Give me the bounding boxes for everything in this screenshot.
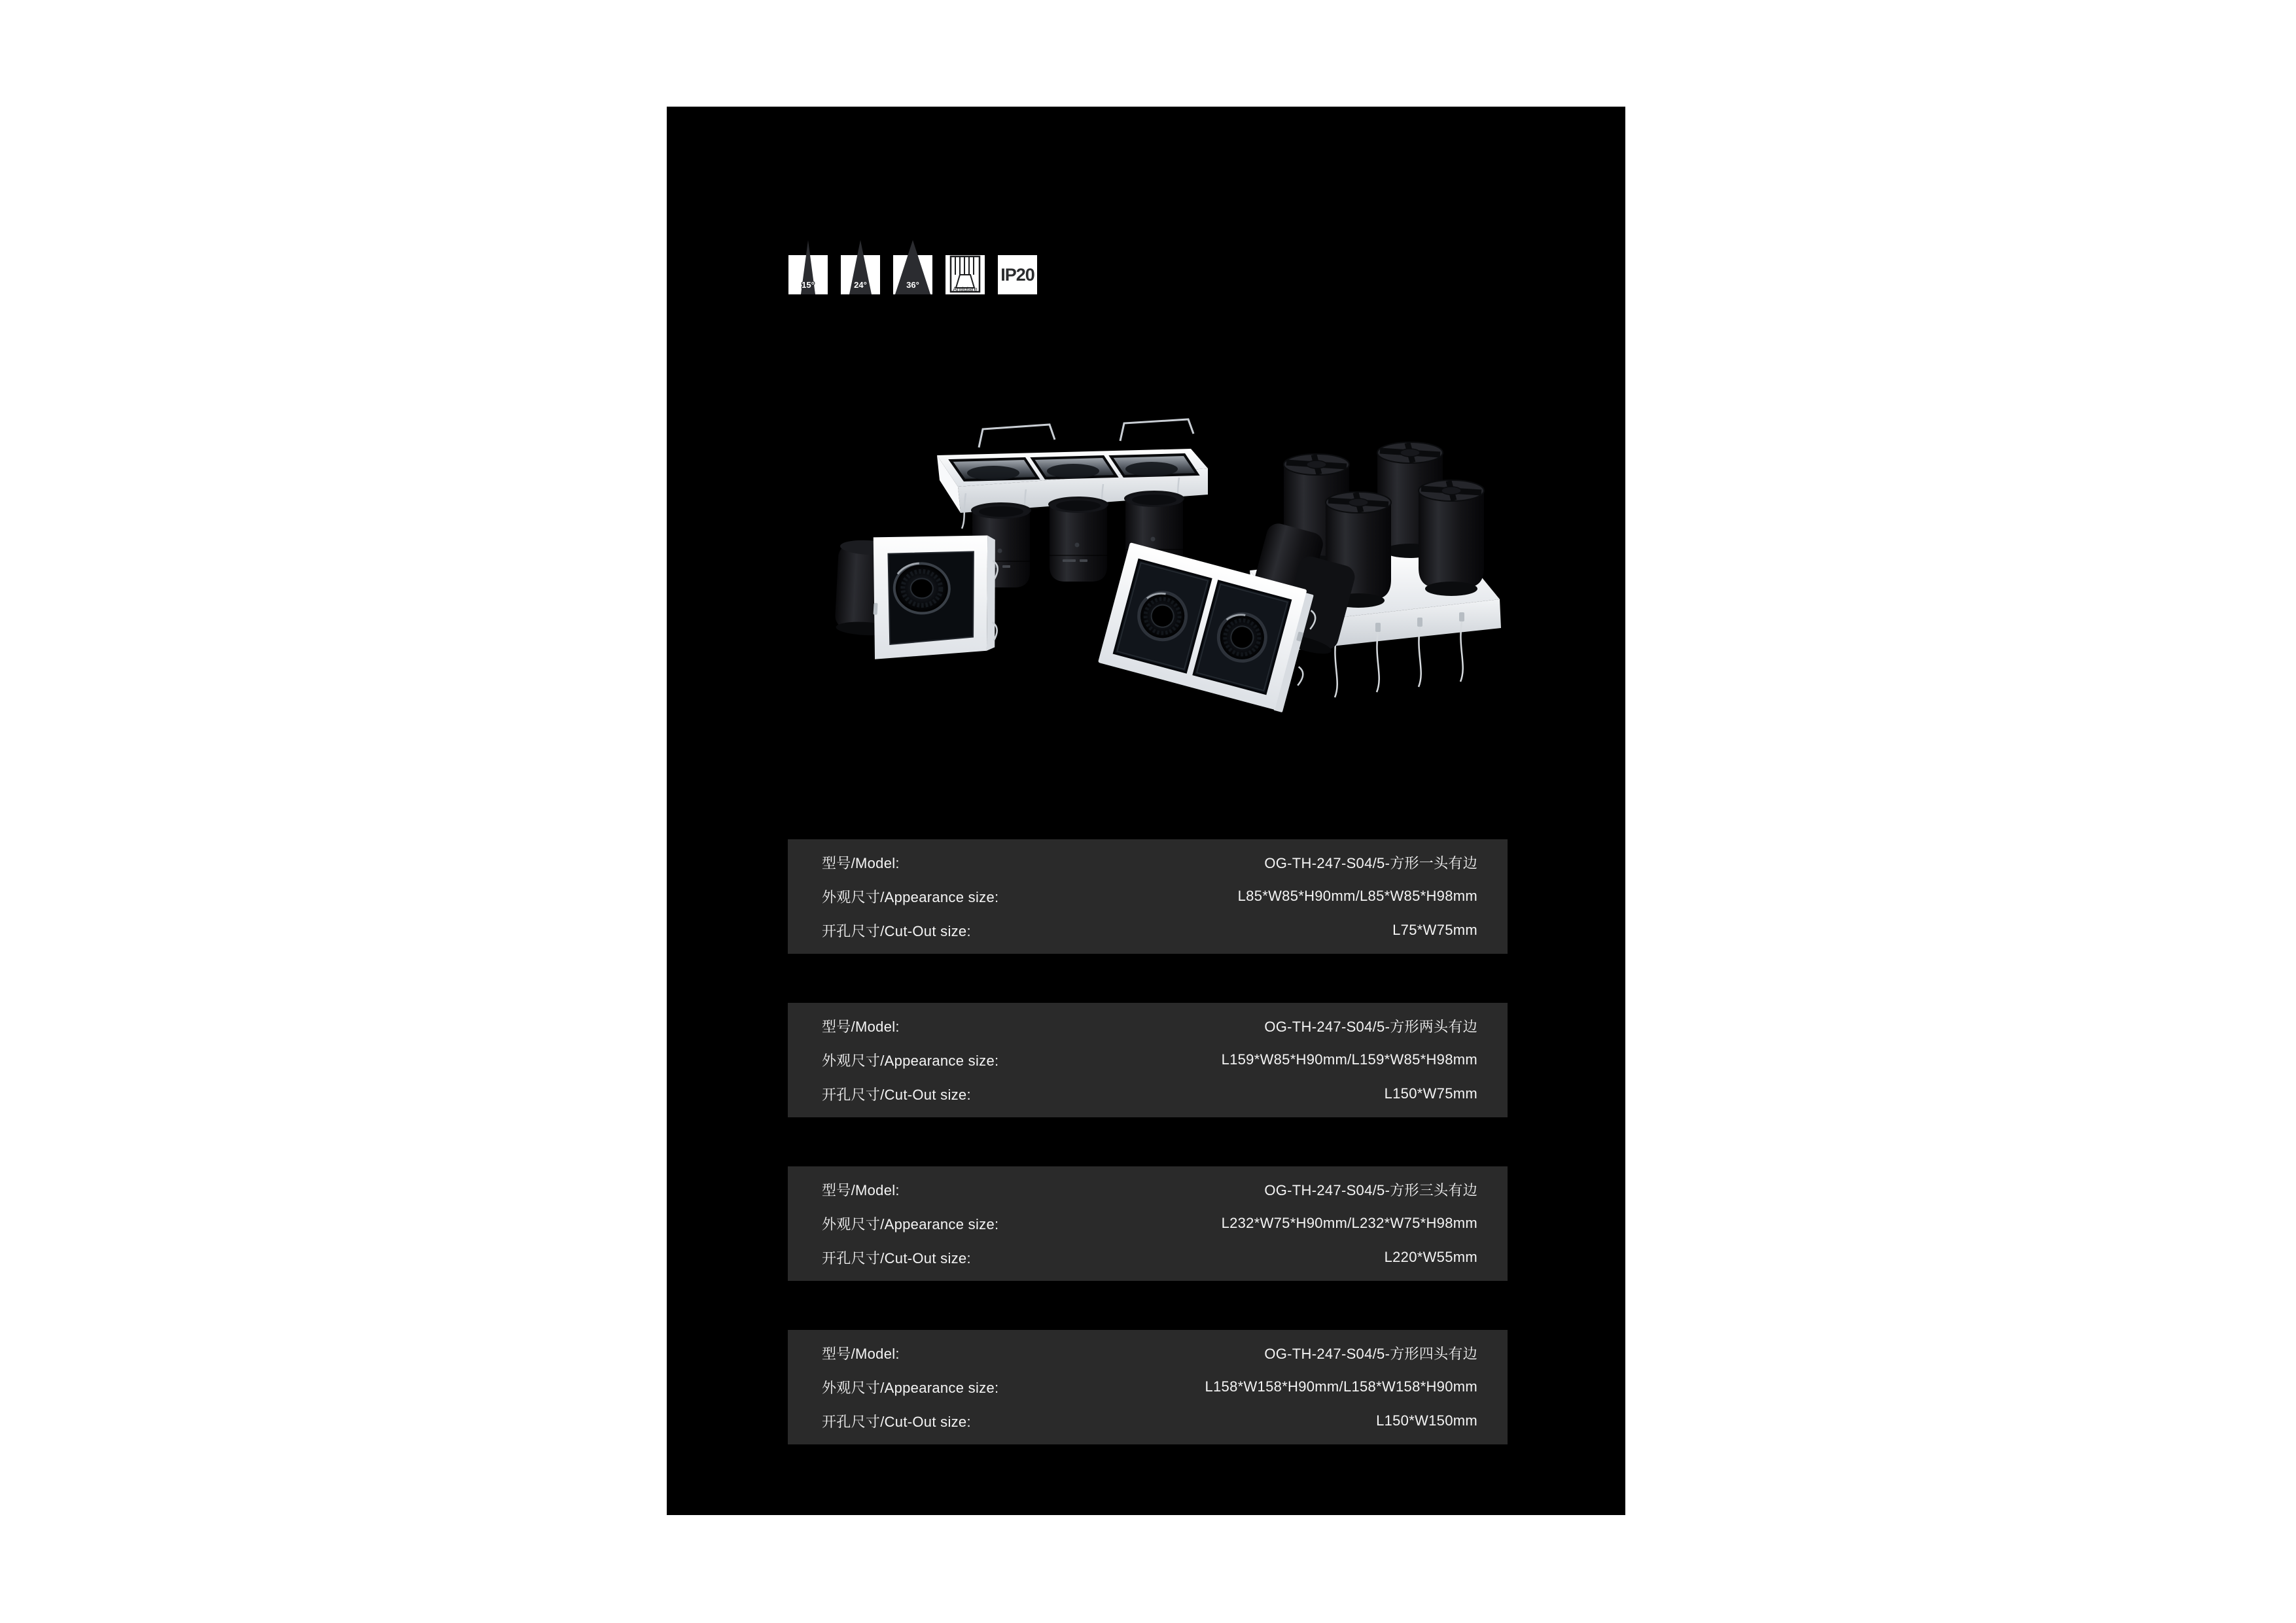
spec-table-three-head bbox=[788, 1166, 1508, 1281]
appearance-row bbox=[788, 1050, 1508, 1070]
model-value: OG-TH-247-S04/5-方形四头有边 bbox=[1264, 1346, 1477, 1363]
appearance-label: 外观尺寸/Appearance size: bbox=[822, 888, 999, 905]
model-label: 型号/Model: bbox=[822, 1019, 900, 1036]
appearance-value: L158*W158*H90mm/L158*W158*H90mm bbox=[1205, 1378, 1477, 1395]
model-row bbox=[788, 1179, 1508, 1200]
cutout-value: L150*W150mm bbox=[1376, 1412, 1477, 1429]
beam-angle-36-label: 36° bbox=[906, 280, 919, 290]
model-row bbox=[788, 1016, 1508, 1036]
cutout-label: 开孔尺寸/Cut-Out size: bbox=[822, 1249, 971, 1266]
model-value: OG-TH-247-S04/5-方形两头有边 bbox=[1264, 1019, 1477, 1036]
model-value: OG-TH-247-S04/5-方形一头有边 bbox=[1264, 855, 1477, 872]
antiglare-icon bbox=[945, 239, 985, 294]
spec-table-single-head bbox=[788, 839, 1508, 954]
cutout-label: 开孔尺寸/Cut-Out size: bbox=[822, 1086, 971, 1103]
cutout-row bbox=[788, 1411, 1508, 1431]
appearance-value: L85*W85*H90mm/L85*W85*H98mm bbox=[1237, 888, 1477, 905]
beam-angle-15-label: 15° bbox=[802, 280, 815, 290]
appearance-label: 外观尺寸/Appearance size: bbox=[822, 1379, 999, 1396]
appearance-label: 外观尺寸/Appearance size: bbox=[822, 1215, 999, 1232]
ip-rating-label: IP20 bbox=[1000, 265, 1034, 285]
spec-icons-row bbox=[788, 239, 1037, 294]
antiglare-label: Antiglare bbox=[953, 286, 978, 293]
spec-table-two-head bbox=[788, 1003, 1508, 1117]
beam-angle-15-icon bbox=[788, 239, 828, 294]
ip20-icon bbox=[998, 239, 1037, 294]
cutout-row bbox=[788, 1248, 1508, 1268]
beam-angle-24-label: 24° bbox=[854, 280, 867, 290]
cutout-label: 开孔尺寸/Cut-Out size: bbox=[822, 1413, 971, 1430]
product-panel bbox=[667, 107, 1625, 1515]
model-row bbox=[788, 1343, 1508, 1363]
single-head-fixture bbox=[833, 528, 1002, 666]
model-label: 型号/Model: bbox=[822, 855, 900, 872]
cutout-value: L75*W75mm bbox=[1392, 922, 1477, 939]
model-value: OG-TH-247-S04/5-方形三头有边 bbox=[1264, 1182, 1477, 1199]
beam-angle-36-icon bbox=[893, 239, 932, 294]
model-row bbox=[788, 852, 1508, 873]
appearance-value: L159*W85*H90mm/L159*W85*H98mm bbox=[1221, 1051, 1477, 1068]
cutout-row bbox=[788, 1084, 1508, 1104]
cutout-label: 开孔尺寸/Cut-Out size: bbox=[822, 922, 971, 939]
beam-angle-24-icon bbox=[841, 239, 880, 294]
appearance-row bbox=[788, 886, 1508, 907]
model-label: 型号/Model: bbox=[822, 1182, 900, 1199]
cutout-row bbox=[788, 920, 1508, 941]
appearance-row bbox=[788, 1213, 1508, 1234]
spec-table-four-head bbox=[788, 1330, 1508, 1444]
model-label: 型号/Model: bbox=[822, 1346, 900, 1363]
appearance-value: L232*W75*H90mm/L232*W75*H98mm bbox=[1221, 1215, 1477, 1232]
appearance-row bbox=[788, 1377, 1508, 1397]
cutout-value: L150*W75mm bbox=[1384, 1085, 1477, 1102]
appearance-label: 外观尺寸/Appearance size: bbox=[822, 1052, 999, 1069]
cutout-value: L220*W55mm bbox=[1384, 1249, 1477, 1266]
product-render-image bbox=[818, 412, 1538, 726]
